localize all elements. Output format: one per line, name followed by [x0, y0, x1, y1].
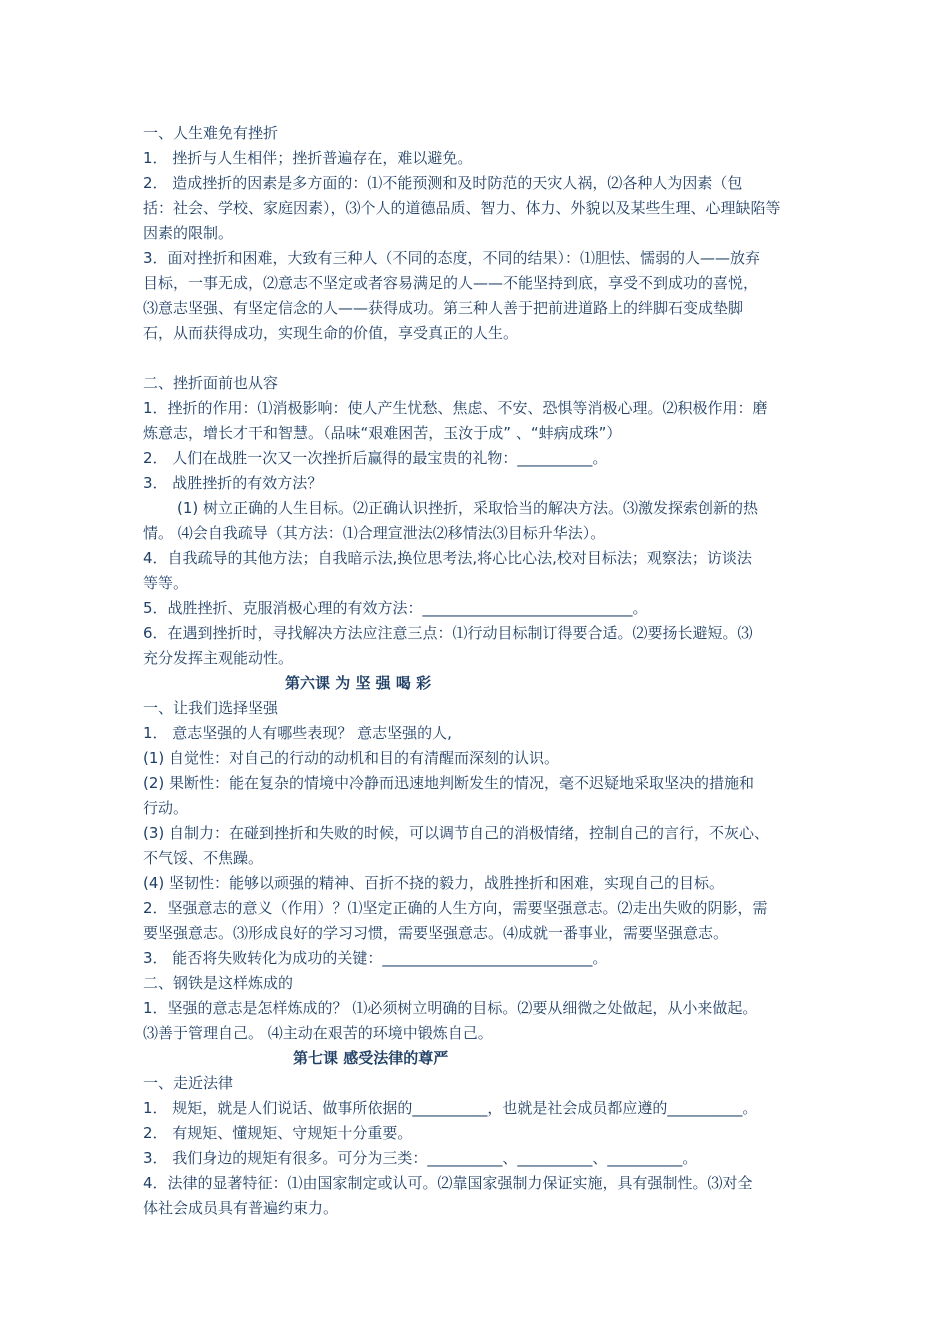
text-line: 不气馁、不焦躁。: [143, 849, 264, 867]
text-line: 石，从而获得成功，实现生命的价值，享受真正的人生。: [143, 324, 519, 342]
blank-line: [143, 346, 819, 371]
text-line: 3． 能否将失败转化为成功的关键：____________________________。: [143, 949, 608, 967]
text-line: 目标，一事无成，⑵意志不坚定或者容易满足的人——不能坚持到底，享受不到成功的喜悦，: [143, 274, 759, 292]
text-line: (3) 自制力：在碰到挫折和失败的时候，可以调节自己的消极情绪，控制自己的言行，不灰心、: [143, 824, 770, 842]
section-heading: 一、让我们选择坚强: [143, 699, 279, 717]
text-line: 因素的限制。: [143, 224, 234, 242]
text-line: 2． 造成挫折的因素是多方面的：⑴不能预测和及时防范的天灾人祸，⑵各种人为因素（包: [143, 174, 743, 192]
section-heading: 一、人生难免有挫折: [143, 124, 279, 142]
text-line: 3． 战胜挫折的有效方法？: [143, 474, 323, 492]
text-line: ⑶善于管理自己。 ⑷主动在艰苦的环境中锻炼自己。: [143, 1024, 493, 1042]
text-line: (2) 果断性：能在复杂的情境中冷静而迅速地判断发生的情况，毫不迟疑地采取坚决的措施和: [143, 774, 755, 792]
text-line: 行动。: [143, 799, 189, 817]
text-line: 情。 ⑷会自我疏导（其方法：⑴合理宣泄法⑵移情法⑶目标升华法）。: [143, 524, 606, 542]
lesson-title: 第七课 感受法律的尊严: [293, 1049, 449, 1067]
text-line: (4) 坚韧性：能够以顽强的精神、百折不挠的毅力，战胜挫折和困难，实现自己的目标。: [143, 874, 725, 892]
text-line: 4．法律的显著特征：⑴由国家制定或认可。⑵靠国家强制力保证实施，具有强制性。⑶对全: [143, 1174, 753, 1192]
text-line: 4．自我疏导的其他方法；自我暗示法,换位思考法,将心比心法,校对目标法；观察法；访谈法: [143, 549, 752, 567]
lesson-title: 第六课 为 坚 强 喝 彩: [285, 674, 432, 692]
text-line: 3．面对挫折和困难，大致有三种人（不同的态度，不同的结果）：⑴胆怯、懦弱的人——放弃: [143, 249, 761, 267]
text-line: 体社会成员具有普遍约束力。: [143, 1199, 339, 1217]
text-line: 1．挫折的作用：⑴消极影响：使人产生忧愁、焦虑、不安、恐惧等消极心理。⑵积极作用：磨: [143, 399, 768, 417]
text-line: 1． 挫折与人生相伴；挫折普遍存在，难以避免。: [143, 149, 473, 167]
text-line: 2．坚强意志的意义（作用）？⑴坚定正确的人生方向，需要坚强意志。⑵走出失败的阴影，需: [143, 899, 768, 917]
text-line: 要坚强意志。⑶形成良好的学习习惯，需要坚强意志。⑷成就一番事业，需要坚强意志。: [143, 924, 729, 942]
text-line: 6．在遇到挫折时，寻找解决方法应注意三点：⑴行动目标制订得要合适。⑵要扬长避短。⑶: [143, 624, 753, 642]
section-heading: 二、挫折面前也从容: [143, 374, 279, 392]
text-line: 5．战胜挫折、克服消极心理的有效方法：____________________________。: [143, 599, 648, 617]
text-line: 3． 我们身边的规矩有很多。可分为三类：__________、__________、__________。: [143, 1149, 698, 1167]
text-line: ⑶意志坚强、有坚定信念的人——获得成功。第三种人善于把前进道路上的绊脚石变成垫脚: [143, 299, 744, 317]
text-line: 炼意志，增长才干和智慧。（品味“艰难困苦，玉汝于成” 、“蚌病成珠”）: [143, 424, 622, 442]
text-line: 2． 有规矩、懂规矩、守规矩十分重要。: [143, 1124, 413, 1142]
text-line: (1) 树立正确的人生目标。⑵正确认识挫折，采取恰当的解决方法。⑶激发探索创新的热: [177, 499, 759, 517]
text-line: 2． 人们在战胜一次又一次挫折后赢得的最宝贵的礼物：__________。: [143, 449, 608, 467]
text-line: 1．坚强的意志是怎样炼成的？ ⑴必须树立明确的目标。⑵要从细微之处做起，从小来做起。: [143, 999, 758, 1017]
text-line: 等等。: [143, 574, 189, 592]
section-heading: 二、钢铁是这样炼成的: [143, 974, 294, 992]
text-line: 1． 意志坚强的人有哪些表现？ 意志坚强的人,: [143, 724, 452, 742]
text-line: 括：社会、学校、家庭因素），⑶个人的道德品质、智力、体力、外貌以及某些生理、心理缺陷等: [143, 199, 781, 217]
section-heading: 一、走近法律: [143, 1074, 234, 1092]
document-page: [143, 121, 819, 1221]
text-line: 1． 规矩，就是人们说话、做事所依据的__________，也就是社会成员都应遵的__________。: [143, 1099, 758, 1117]
text-line: 充分发挥主观能动性。: [143, 649, 294, 667]
text-line: (1) 自觉性：对自己的行动的动机和目的有清醒而深刻的认识。: [143, 749, 560, 767]
